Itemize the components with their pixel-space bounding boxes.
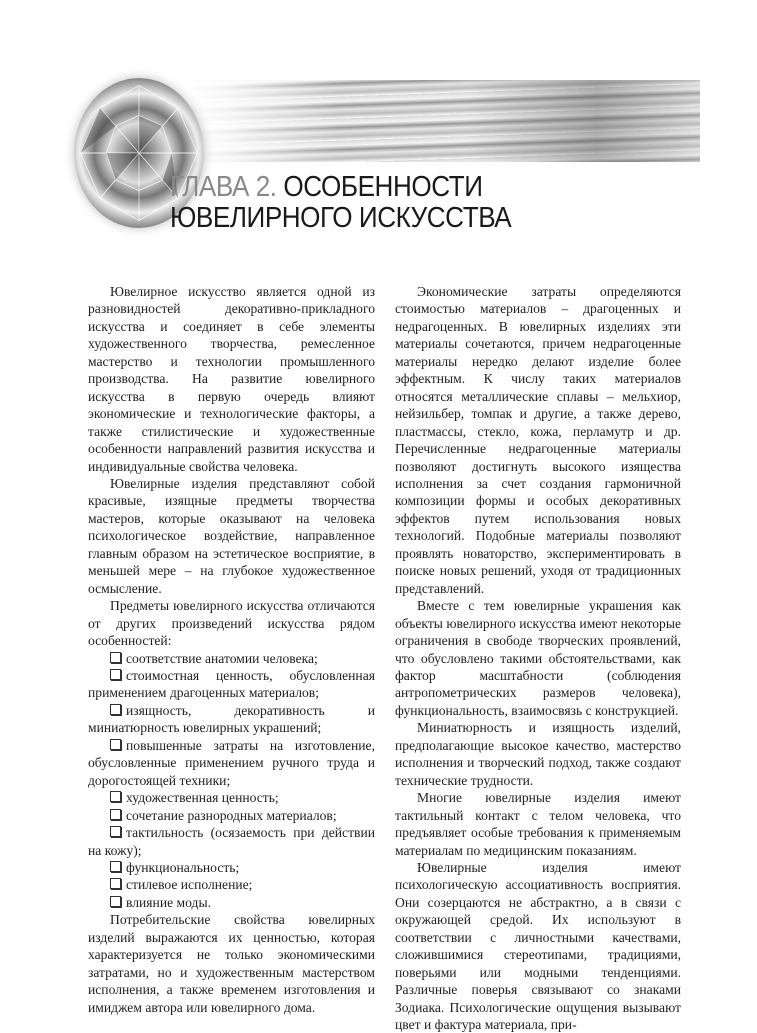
paragraph: Предметы ювелирного искусства отличаются от других произведений искусства рядом особенностей: <box>88 598 375 649</box>
checkbox-bullet-icon <box>110 826 121 837</box>
chapter-title <box>170 172 511 234</box>
list-item: повышенные затраты на изготовление, обусловленные применением ручного труда и дорогостоящей техники; <box>88 737 375 788</box>
checkbox-bullet-icon <box>110 791 121 802</box>
paragraph: Ювелирное искусство является одной из разновидностей декоративно-прикладного искусства и соединяет в себе элементы художественного творчества, ремесленное мастерство и технологии промышленного производства. На развитие ювелирного искусства в первую очередь влияют экономические и технологические факторы, а также стилистические и художественные особенности направлений развития искусства и индивидуальные свойства человека. <box>88 284 375 474</box>
list-item: тактильность (осязаемость при действии на кожу); <box>88 825 375 858</box>
paragraph: Миниатюрность и изящность изделий, предполагающие высокое качество, мастерство исполнения и творческий подход, также создают технические трудности. <box>395 720 681 788</box>
paragraph: Многие ювелирные изделия имеют тактильный контакт с телом человека, что предъявляет особые требования к применяемым материалам по медицинским показаниям. <box>395 790 681 858</box>
checkbox-bullet-icon <box>110 861 121 872</box>
checkbox-bullet-icon <box>110 896 121 907</box>
checkbox-bullet-icon <box>110 652 121 663</box>
chapter-label: ГЛАВА 2. <box>170 171 277 203</box>
list-item: стоимостная ценность, обусловленная применением драгоценных материалов; <box>88 667 375 701</box>
list-item: изящность, декоративность и миниатюрность ювелирных украшений; <box>88 702 375 736</box>
paragraph: Экономические затраты определяются стоимостью материалов – драгоценных и недрагоценных. В ювелирных изделиях эти материалы сочетаются, причем недрагоценные материалы нередко делают изделие более эффектным. К числу таких материалов относятся металлические сплавы – мельхиор, нейзильбер, томпак и другие, а также дерево, пластмассы, стекло, кожа, перламутр и др. Перечисленные недрагоценные материалы позволяют достигнуть высокого изящества исполнения за счет создания гармоничной композиции формы и особых декоративных эффектов путем использования новых технологий. Подобные материалы позволяют проявлять новаторство, экспериментировать в поиске новых решений, уходя от традиционных представлений. <box>395 284 681 596</box>
list-item: влияние моды. <box>88 894 375 911</box>
checkbox-bullet-icon <box>110 669 121 680</box>
list-item: художественная ценность; <box>88 789 375 806</box>
paragraph: Вместе с тем ювелирные украшения как объекты ювелирного искусства имеют некоторые ограничения в свободе творческих проявлений, что обусловлено такими обстоятельствами, как фактор масштабности (соблюдения антропометрических размеров человека), функциональность, взаимосвязь с конструкцией. <box>395 598 682 718</box>
title-line-2: ЮВЕЛИРНОГО ИСКУССТВА <box>170 202 512 234</box>
list-item: соответствие анатомии человека; <box>88 650 375 667</box>
right-column <box>395 283 681 1033</box>
paragraph: Ювелирные изделия имеют психологическую ассоциативность восприятия. Они созерцаются не абстрактно, а в связи с окружающей средой. Их используют в соответствии с личностными качествами, сложившимися стереотипами, традициями, поверьями или модными тенденциями. Различные поверья связывают со знаками Зодиака. Психологические ощущения вызывают цвет и фактура материала, при- <box>395 859 681 1033</box>
list-item: функциональность; <box>88 859 375 876</box>
checkbox-bullet-icon <box>110 704 121 715</box>
checkbox-bullet-icon <box>110 878 121 889</box>
paragraph: Потребительские свойства ювелирных изделий выражаются их ценностью, которая характеризуется не только экономическими затратами, но и художественным мастерством исполнения, а также временем изготовления и имиджем автора или ювелирного дома. <box>88 912 375 1015</box>
left-column <box>88 283 375 1016</box>
checkbox-bullet-icon <box>110 809 121 820</box>
list-item: сочетание разнородных материалов; <box>88 807 375 824</box>
paragraph: Ювелирные изделия представляют собой красивые, изящные предметы творчества мастеров, которые оказывают на человека психологическое воздействие, направленное главным образом на эстетическое восприятие, в меньшей мере – на глубокое художественное осмысление. <box>88 475 375 596</box>
list-item: стилевое исполнение; <box>88 876 375 893</box>
checkbox-bullet-icon <box>110 739 121 750</box>
title-line-1: ОСОБЕННОСТИ <box>283 171 483 203</box>
header-banner-image <box>185 80 700 162</box>
